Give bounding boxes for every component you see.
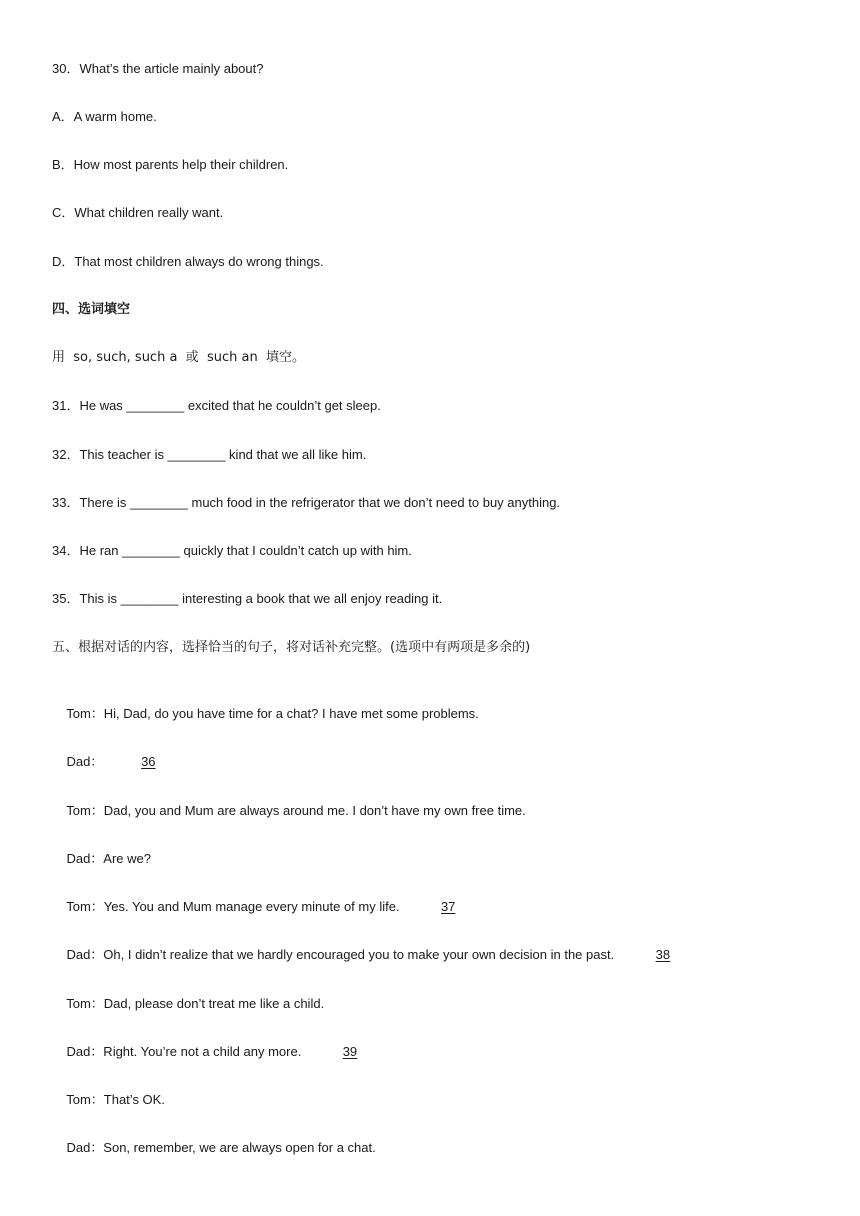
section-5-title: 五、根据对话的内容，选择恰当的句子，将对话补充完整。(选项中有两项是多余的) [52, 640, 531, 655]
blank-38: 38 [655, 947, 671, 962]
dialogue-line [52, 1025, 395, 1079]
blank-37: 37 [440, 899, 456, 914]
question-35: 35．This is ________ interesting a book that we all enjoy reading it. [52, 591, 443, 606]
option-d: D．That most children always do wrong things. [52, 254, 324, 269]
question-31: 31．He was ________ excited that he couldn’t get sleep. [52, 398, 381, 413]
dialogue-line [52, 687, 479, 741]
dialogue-text: Dad：Are we? [66, 851, 151, 866]
dialogue-text: Tom：Dad, please don’t treat me like a child. [66, 996, 325, 1011]
dialogue-line [52, 1121, 376, 1175]
question-34: 34．He ran ________ quickly that I couldn’t catch up with him. [52, 543, 412, 558]
dialogue-text: Dad：Son, remember, we are always open for a chat. [66, 1140, 376, 1155]
question-30-stem: 30．What’s the article mainly about? [52, 61, 264, 76]
dialogue-text: Dad：Right. You’re not a child any more. [66, 1044, 305, 1059]
option-c: C．What children really want. [52, 205, 224, 220]
section-4-title: 四、选词填空 [52, 302, 131, 317]
dialogue-text: Tom：Dad, you and Mum are always around me. I don’t have my own free time. [66, 803, 526, 818]
dialogue-text: Dad：Oh, I didn’t realize that we hardly encouraged you to make your own decision in the past. [66, 947, 618, 962]
dialogue-text: Tom：That’s OK. [66, 1092, 165, 1107]
dialogue-line [52, 832, 151, 886]
dialogue-text: Tom：Hi, Dad, do you have time for a chat? I have met some problems. [66, 706, 479, 721]
dialogue-text: Tom：Yes. You and Mum manage every minute of my life. [66, 899, 404, 914]
option-a: A．A warm home. [52, 109, 157, 124]
dialogue-line [52, 880, 493, 934]
dialogue-line [52, 928, 708, 982]
dialogue-line [52, 977, 324, 1031]
dialogue-line [52, 1073, 165, 1127]
option-b: B．How most parents help their children. [52, 157, 289, 172]
dialogue-text: Dad： [66, 754, 104, 769]
blank-36: 36 [141, 754, 156, 769]
question-33: 33．There is ________ much food in the refrigerator that we don’t need to buy anything. [52, 495, 561, 510]
dialogue-line [52, 784, 526, 838]
dialogue-line [52, 735, 193, 789]
blank-39: 39 [342, 1044, 358, 1059]
section-4-instruction: 用 so, such, such a 或 such an 填空。 [52, 350, 305, 365]
question-32: 32．This teacher is ________ kind that we all like him. [52, 447, 367, 462]
